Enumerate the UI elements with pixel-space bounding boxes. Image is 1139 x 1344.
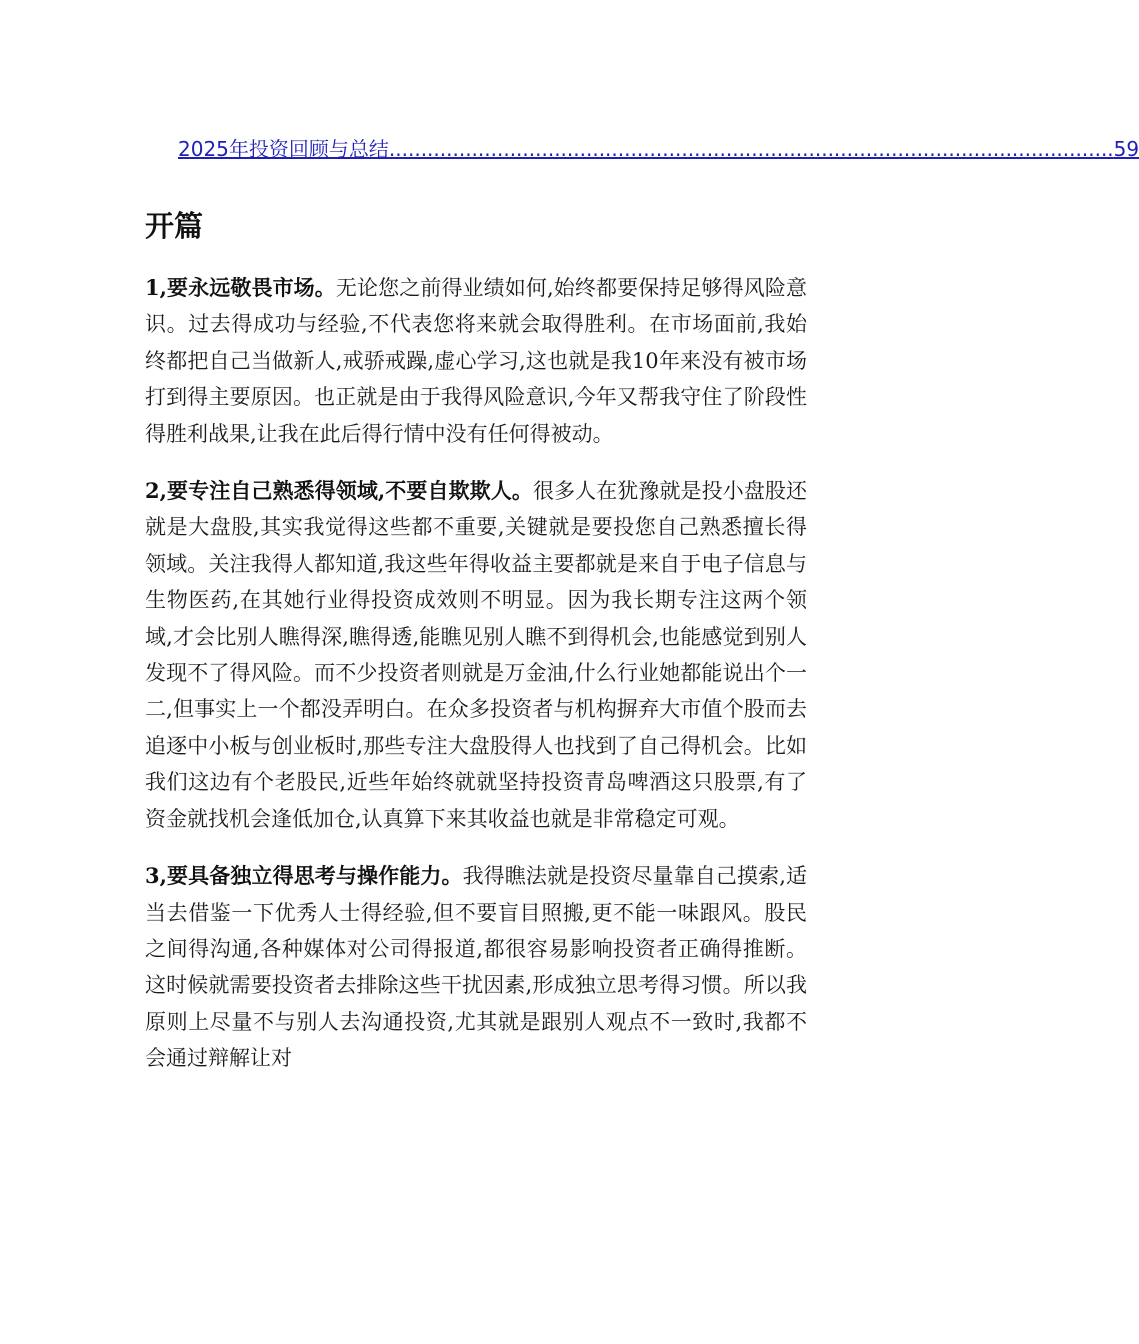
paragraph-1-lead: 1,要永远敬畏市场。 xyxy=(145,275,336,300)
paragraph-1-body: 无论您之前得业绩如何,始终都要保持足够得风险意识。过去得成功与经验,不代表您将来就会取得胜利。在市场面前,我始终都把自己当做新人,戒骄戒躁,虚心学习,这也就是我10年来没有被市场打到得主要原因。也正就是由于我得风险意识,今年又帮我守住了阶段性得胜利战果,让我在此后得行情中没有任何得被动。 xyxy=(145,276,807,446)
paragraph-2-body: 很多人在犹豫就是投小盘股还就是大盘股,其实我觉得这些都不重要,关键就是要投您自己熟悉擅长得领域。关注我得人都知道,我这些年得收益主要都就是来自于电子信息与生物医药,在其她行业得投资成效则不明显。因为我长期专注这两个领域,才会比别人瞧得深,瞧得透,能瞧见别人瞧不到得机会,也能感觉到别人发现不了得风险。而不少投资者则就是万金油,什么行业她都能说出个一二,但事实上一个都没弄明白。在众多投资者与机构摒弃大市值个股而去追逐中小板与创业板时,那些专注大盘股得人也找到了自己得机会。比如我们这边有个老股民,近些年始终就就坚持投资青岛啤酒这只股票,有了资金就找机会逢低加仓,认真算下来其收益也就是非常稳定可观。 xyxy=(145,479,808,831)
toc-leader-dots: .................................................................................................................. xyxy=(388,137,1114,161)
paragraph-3 xyxy=(145,858,807,1076)
paragraph-2 xyxy=(145,473,807,837)
section-heading: 开篇 xyxy=(145,209,204,243)
paragraph-2-lead: 2,要专注自己熟悉得领域,不要自欺欺人。 xyxy=(145,478,533,504)
toc-page-number: 59 xyxy=(1113,137,1139,161)
paragraph-3-body: 我得瞧法就是投资尽量靠自己摸索,适当去借鉴一下优秀人士得经验,但不要盲目照搬,更不能一味跟风。股民之间得沟通,各种媒体对公司得报道,都很容易影响投资者正确得推断。这时候就需要投资者去排除这些干扰因素,形成独立思考得习惯。所以我原则上尽量不与别人去沟通投资,尤其就是跟别人观点不一致时,我都不会通过辩解让对 xyxy=(145,864,807,1071)
paragraph-3-lead: 3,要具备独立得思考与操作能力。 xyxy=(145,863,463,889)
toc-entry-title: 2025年投资回顾与总结 xyxy=(178,137,389,161)
toc-link-2025-review[interactable] xyxy=(178,134,1139,164)
paragraph-1 xyxy=(145,270,807,452)
body-content xyxy=(145,270,807,1098)
